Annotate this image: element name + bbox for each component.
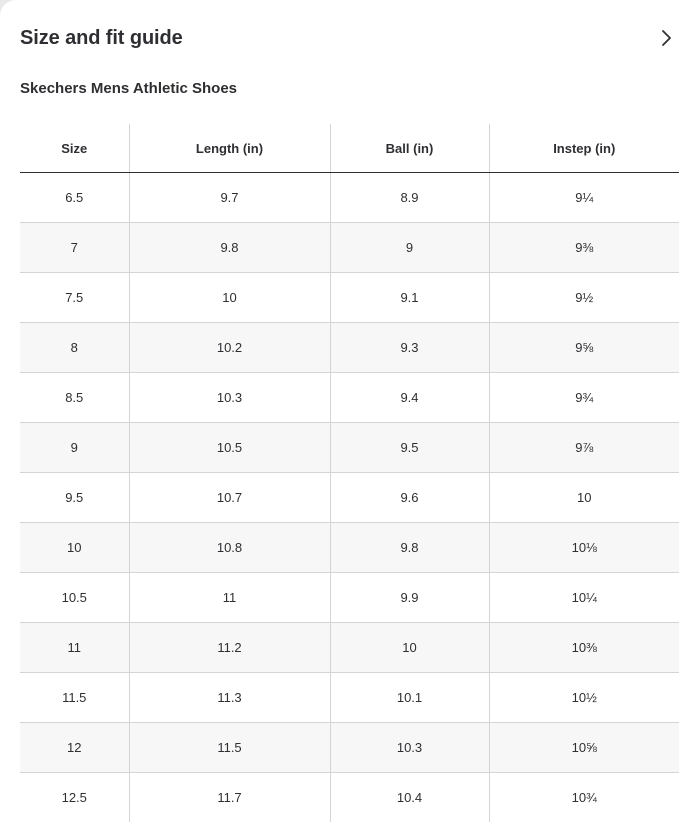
cell-length: 11.5 bbox=[129, 723, 330, 773]
table-row bbox=[20, 573, 679, 623]
cell-ball: 9.4 bbox=[330, 373, 489, 423]
cell-ball: 10.3 bbox=[330, 723, 489, 773]
table-row bbox=[20, 323, 679, 373]
cell-size: 10 bbox=[20, 523, 129, 573]
cell-size: 8 bbox=[20, 323, 129, 373]
table-row bbox=[20, 173, 679, 223]
table-row bbox=[20, 223, 679, 273]
table-body bbox=[20, 173, 679, 822]
cell-size: 6.5 bbox=[20, 173, 129, 223]
cell-length: 11.3 bbox=[129, 673, 330, 723]
cell-length: 11.2 bbox=[129, 623, 330, 673]
cell-size: 7.5 bbox=[20, 273, 129, 323]
cell-ball: 9.9 bbox=[330, 573, 489, 623]
cell-length: 10.5 bbox=[129, 423, 330, 473]
cell-length: 11 bbox=[129, 573, 330, 623]
cell-instep: 10⅜ bbox=[489, 623, 679, 673]
cell-size: 8.5 bbox=[20, 373, 129, 423]
chevron-right-icon bbox=[654, 26, 678, 50]
cell-instep: 10¼ bbox=[489, 573, 679, 623]
cell-instep: 10⅛ bbox=[489, 523, 679, 573]
cell-instep: 9¼ bbox=[489, 173, 679, 223]
cell-length: 10.2 bbox=[129, 323, 330, 373]
cell-instep: 9⅞ bbox=[489, 423, 679, 473]
cell-ball: 8.9 bbox=[330, 173, 489, 223]
cell-length: 9.7 bbox=[129, 173, 330, 223]
cell-size: 9 bbox=[20, 423, 129, 473]
cell-size: 12 bbox=[20, 723, 129, 773]
cell-size: 12.5 bbox=[20, 773, 129, 822]
table-row bbox=[20, 473, 679, 523]
dialog-header bbox=[20, 24, 670, 54]
table-header bbox=[20, 124, 679, 173]
close-button[interactable] bbox=[654, 26, 678, 50]
cell-instep: 10¾ bbox=[489, 773, 679, 822]
cell-instep: 9⅜ bbox=[489, 223, 679, 273]
cell-instep: 9⅝ bbox=[489, 323, 679, 373]
table-row bbox=[20, 423, 679, 473]
table-row bbox=[20, 373, 679, 423]
cell-size: 11 bbox=[20, 623, 129, 673]
cell-size: 10.5 bbox=[20, 573, 129, 623]
cell-ball: 10.4 bbox=[330, 773, 489, 822]
cell-length: 10.3 bbox=[129, 373, 330, 423]
cell-instep: 10⅝ bbox=[489, 723, 679, 773]
cell-ball: 9.8 bbox=[330, 523, 489, 573]
cell-size: 11.5 bbox=[20, 673, 129, 723]
cell-ball: 9.1 bbox=[330, 273, 489, 323]
cell-instep: 9½ bbox=[489, 273, 679, 323]
cell-length: 10.7 bbox=[129, 473, 330, 523]
cell-ball: 9.5 bbox=[330, 423, 489, 473]
cell-ball: 9.6 bbox=[330, 473, 489, 523]
cell-ball: 9 bbox=[330, 223, 489, 273]
cell-instep: 10 bbox=[489, 473, 679, 523]
cell-ball: 10.1 bbox=[330, 673, 489, 723]
cell-length: 9.8 bbox=[129, 223, 330, 273]
table-row bbox=[20, 723, 679, 773]
product-name: Skechers Mens Athletic Shoes bbox=[20, 80, 238, 97]
column-header-length: Length (in) bbox=[129, 124, 330, 173]
table-header-row bbox=[20, 124, 679, 173]
cell-size: 7 bbox=[20, 223, 129, 273]
size-table bbox=[20, 124, 679, 822]
table-row bbox=[20, 673, 679, 723]
cell-instep: 10½ bbox=[489, 673, 679, 723]
table-row bbox=[20, 273, 679, 323]
column-header-ball: Ball (in) bbox=[330, 124, 489, 173]
cell-length: 11.7 bbox=[129, 773, 330, 822]
column-header-instep: Instep (in) bbox=[489, 124, 679, 173]
table-row bbox=[20, 623, 679, 673]
cell-size: 9.5 bbox=[20, 473, 129, 523]
cell-length: 10 bbox=[129, 273, 330, 323]
column-header-size: Size bbox=[20, 124, 129, 173]
table-row bbox=[20, 523, 679, 573]
cell-ball: 10 bbox=[330, 623, 489, 673]
dialog-title: Size and fit guide bbox=[20, 27, 183, 49]
table-row bbox=[20, 773, 679, 822]
cell-instep: 9¾ bbox=[489, 373, 679, 423]
cell-ball: 9.3 bbox=[330, 323, 489, 373]
cell-length: 10.8 bbox=[129, 523, 330, 573]
